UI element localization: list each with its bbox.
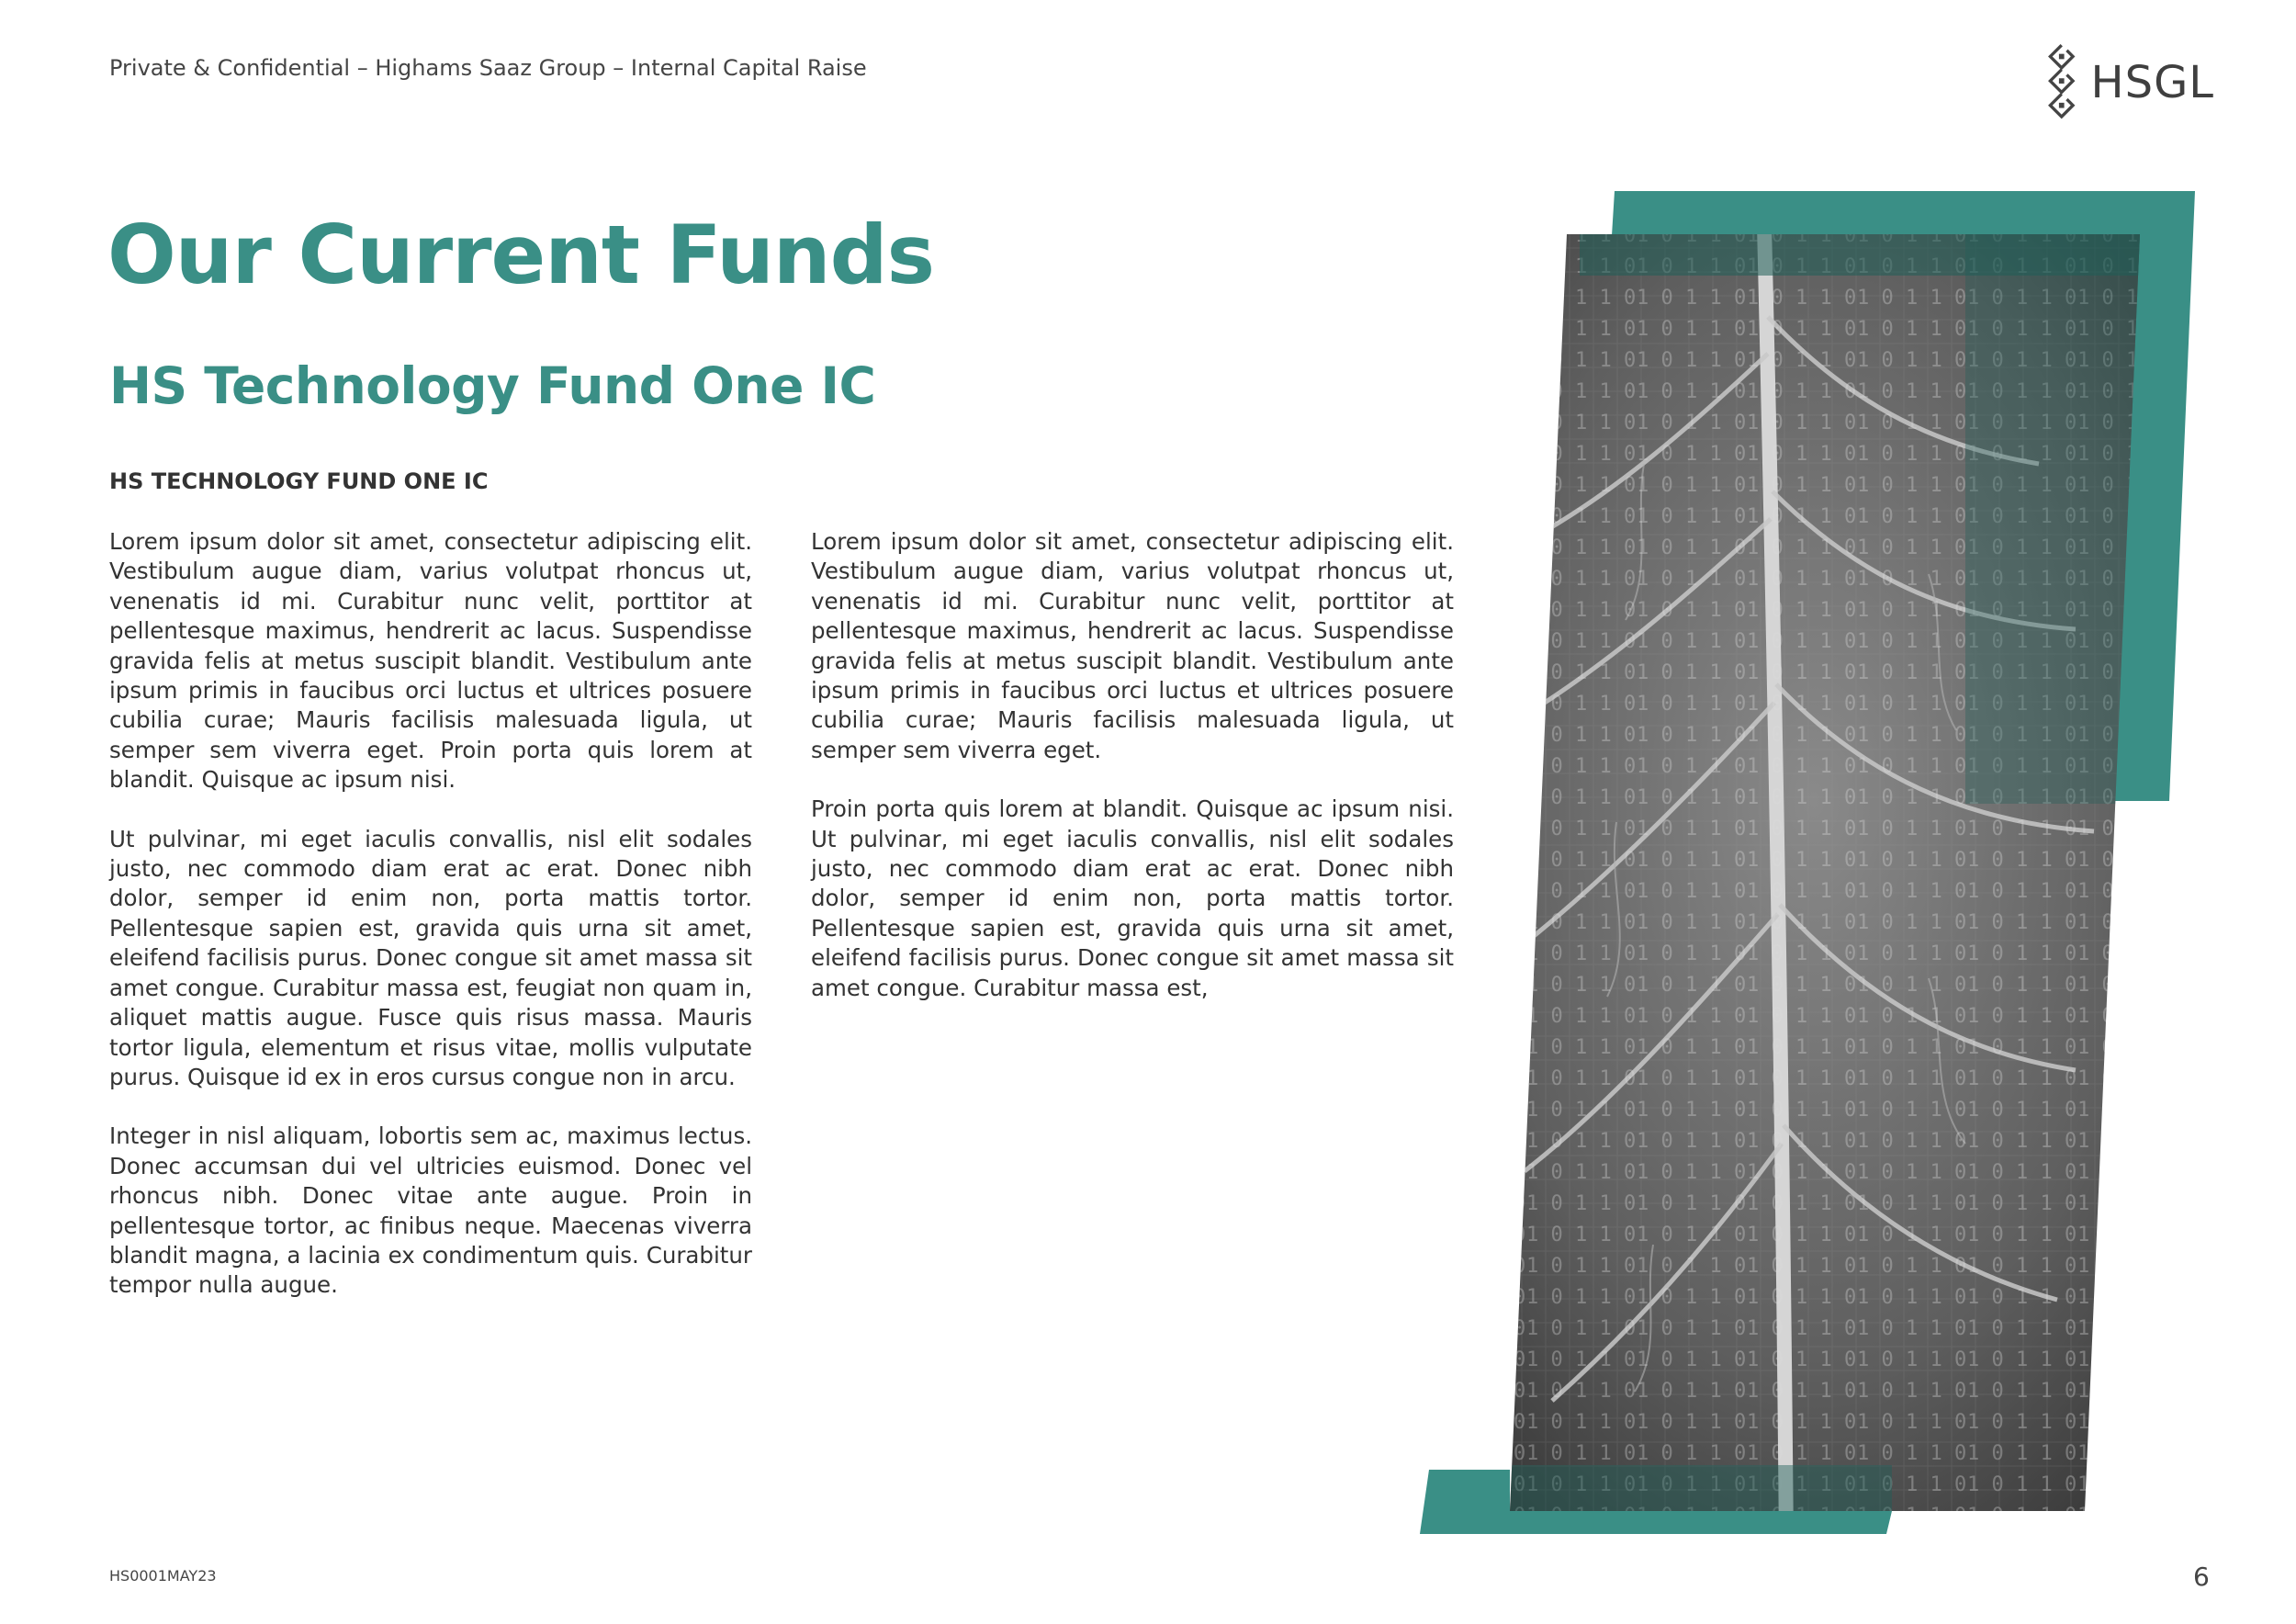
right-text-column [811,527,1454,1032]
body-paragraph: Ut pulvinar, mi eget iaculis convallis, nisl elit sodales justo, nec commodo diam erat ac erat. Donec nibh dolor, semper id enim non, porta mattis tortor. Pellentesque sapien est, gravida quis urna sit amet, eleifend facilisis purus. Donec congue sit amet massa sit amet congue. Curabitur massa est, feugiat non quam in, aliquet mattis augue. Fusce quis risus massa. Mauris tortor ligula, elementum et risus vitae, mollis vulputate purus. Quisque id ex in eros cursus congue non in arcu. [109,825,752,1090]
body-paragraph: Integer in nisl aliquam, lobortis sem ac, maximus lectus. Donec accumsan dui vel ultricies euismod. Donec vel rhoncus nibh. Donec vitae ante augue. Proin in pellentesque tortor, ac finibus neque. Maecenas viverra blandit magna, a lacinia ex condimentum quis. Curabitur tempor nulla augue. [109,1122,752,1299]
fund-subtitle: HS Technology Fund One IC [109,356,876,415]
page-number: 6 [2193,1562,2210,1592]
logo-text: HSGL [2090,57,2214,108]
leaf-photo [1414,188,2213,1548]
hsgl-diamond-mark-icon [2040,39,2084,126]
left-text-column [109,527,752,1330]
hsgl-logo [2040,37,2214,129]
document-code: HS0001MAY23 [109,1567,217,1585]
page-title: Our Current Funds [107,208,934,302]
body-paragraph: Lorem ipsum dolor sit amet, consectetur adipiscing elit. Vestibulum augue diam, varius volutpat rhoncus ut, venenatis id mi. Curabitur nunc velit, porttitor at pellentesque maximus, hendrerit ac lacus. Suspendisse gravida felis at metus suscipit blandit. Vestibulum ante ipsum primis in faucibus orci luctus et ultrices posuere cubilia curae; Mauris facilisis malesuada ligula, ut semper sem viverra eget. Proin porta quis lorem at blandit. Quisque ac ipsum nisi. [109,528,752,794]
body-paragraph: Proin porta quis lorem at blandit. Quisque ac ipsum nisi. Ut pulvinar, mi eget iaculis convallis, nisl elit sodales justo, nec commodo diam erat ac erat. Donec nibh dolor, semper id enim non, porta mattis tortor. Pellentesque sapien est, gravida quis urna sit amet, eleifend facilisis purus. Donec congue sit amet massa sit amet congue. Curabitur massa est, [811,795,1454,1001]
section-heading: HS TECHNOLOGY FUND ONE IC [109,468,489,494]
body-paragraph: Lorem ipsum dolor sit amet, consectetur adipiscing elit. Vestibulum augue diam, varius volutpat rhoncus ut, venenatis id mi. Curabitur nunc velit, porttitor at pellentesque maximus, hendrerit ac lacus. Suspendisse gravida felis at metus suscipit blandit. Vestibulum ante ipsum primis in faucibus orci luctus et ultrices posuere cubilia curae; Mauris facilisis malesuada ligula, ut semper sem viverra eget. [811,528,1454,763]
confidentiality-note: Private & Confidential – Highams Saaz Group – Internal Capital Raise [109,55,867,81]
leaf-binary-artwork [1414,188,2213,1548]
